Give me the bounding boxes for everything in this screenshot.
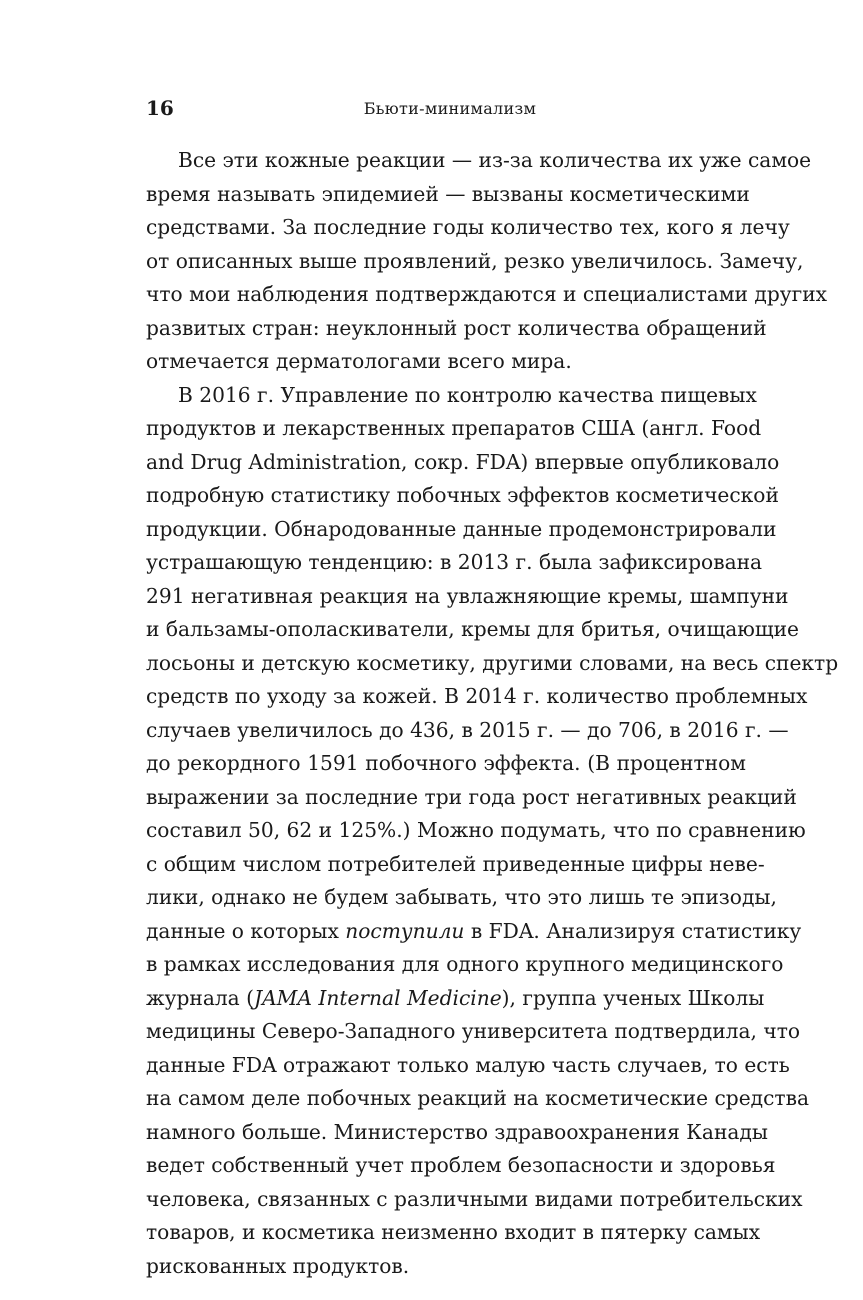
text-line: рискованных продуктов. [146,1253,410,1278]
journal-title: JAMA Internal Medicine [254,985,502,1010]
text-line: намного больше. Министерство здравоохранения Канады [146,1119,768,1144]
text-line: лики, однако не будем забывать, что это лишь те эпизоды, [146,885,777,909]
text-segment: данные о которых [146,918,346,943]
text-line: данные FDA отражают только малую часть случаев, то есть [146,1052,790,1077]
text-line: товаров, и косметика неизменно входит в пятерку самых [146,1220,761,1244]
text-line: человека, связанных с различными видами потребительских [146,1186,803,1211]
text-line: 291 негативная реакция на увлажняющие кремы, шампуни [146,583,789,608]
text-line: продуктов и лекарственных препаратов США (англ. Food [146,416,762,440]
text-segment: ), группа ученых Школы [501,985,765,1010]
running-head: Бьюти-минимализм [363,99,537,118]
text-line [146,982,765,1016]
text-line: Все эти кожные реакции — из-за количества их уже самое [178,148,812,172]
text-line: составил 50, 62 и 125%.) Можно подумать, что по сравнению [146,818,806,842]
text-line: подробную статистику побочных эффектов косметической [146,483,779,507]
text-line: and Drug Administration, сокр. FDA) впервые опубликовало [146,449,780,474]
text-line [146,915,802,949]
text-line: продукции. Обнародованные данные продемонстрировали [146,516,777,541]
text-line: отмечается дерматологами всего мира. [146,349,572,373]
text-line: медицины Северо-Западного университета подтвердила, что [146,1019,801,1043]
italic-emphasis: поступили [345,918,465,943]
text-line: развитых стран: неуклонный рост количества обращений [146,315,767,340]
text-segment: в FDA. Анализируя статистику [464,918,802,943]
text-line: до рекордного 1591 побочного эффекта. (В процентном [146,751,746,775]
text-line: время называть эпидемией — вызваны косметическими [146,181,750,206]
text-segment: журнала ( [146,985,255,1010]
page-number: 16 [146,96,174,120]
text-line: и бальзамы-ополаскиватели, кремы для бритья, очищающие [146,617,799,641]
body-text [146,144,839,1283]
text-line: средств по уходу за кожей. В 2014 г. количество проблемных [146,684,808,708]
text-line: ведет собственный учет проблем безопасности и здоровья [146,1153,776,1177]
text-line: устрашающую тенденцию: в 2013 г. была зафиксирована [146,550,763,574]
text-line: случаев увеличилось до 436, в 2015 г. — до 706, в 2016 г. — [146,717,789,742]
text-line: лосьоны и детскую косметику, другими словами, на весь спектр [146,650,839,675]
text-line: на самом деле побочных реакций на косметические средства [146,1086,809,1110]
text-line: средствами. За последние годы количество тех, кого я лечу [146,215,790,239]
text-line: выражении за последние три года рост негативных реакций [146,784,797,809]
text-line: с общим числом потребителей приведенные цифры неве- [146,851,765,876]
text-line: в рамках исследования для одного крупного медицинского [146,952,784,976]
text-line: что мои наблюдения подтверждаются и специалистами других [146,282,828,306]
text-line: от описанных выше проявлений, резко увеличилось. Замечу, [146,248,804,273]
text-line: В 2016 г. Управление по контролю качества пищевых [178,382,757,407]
